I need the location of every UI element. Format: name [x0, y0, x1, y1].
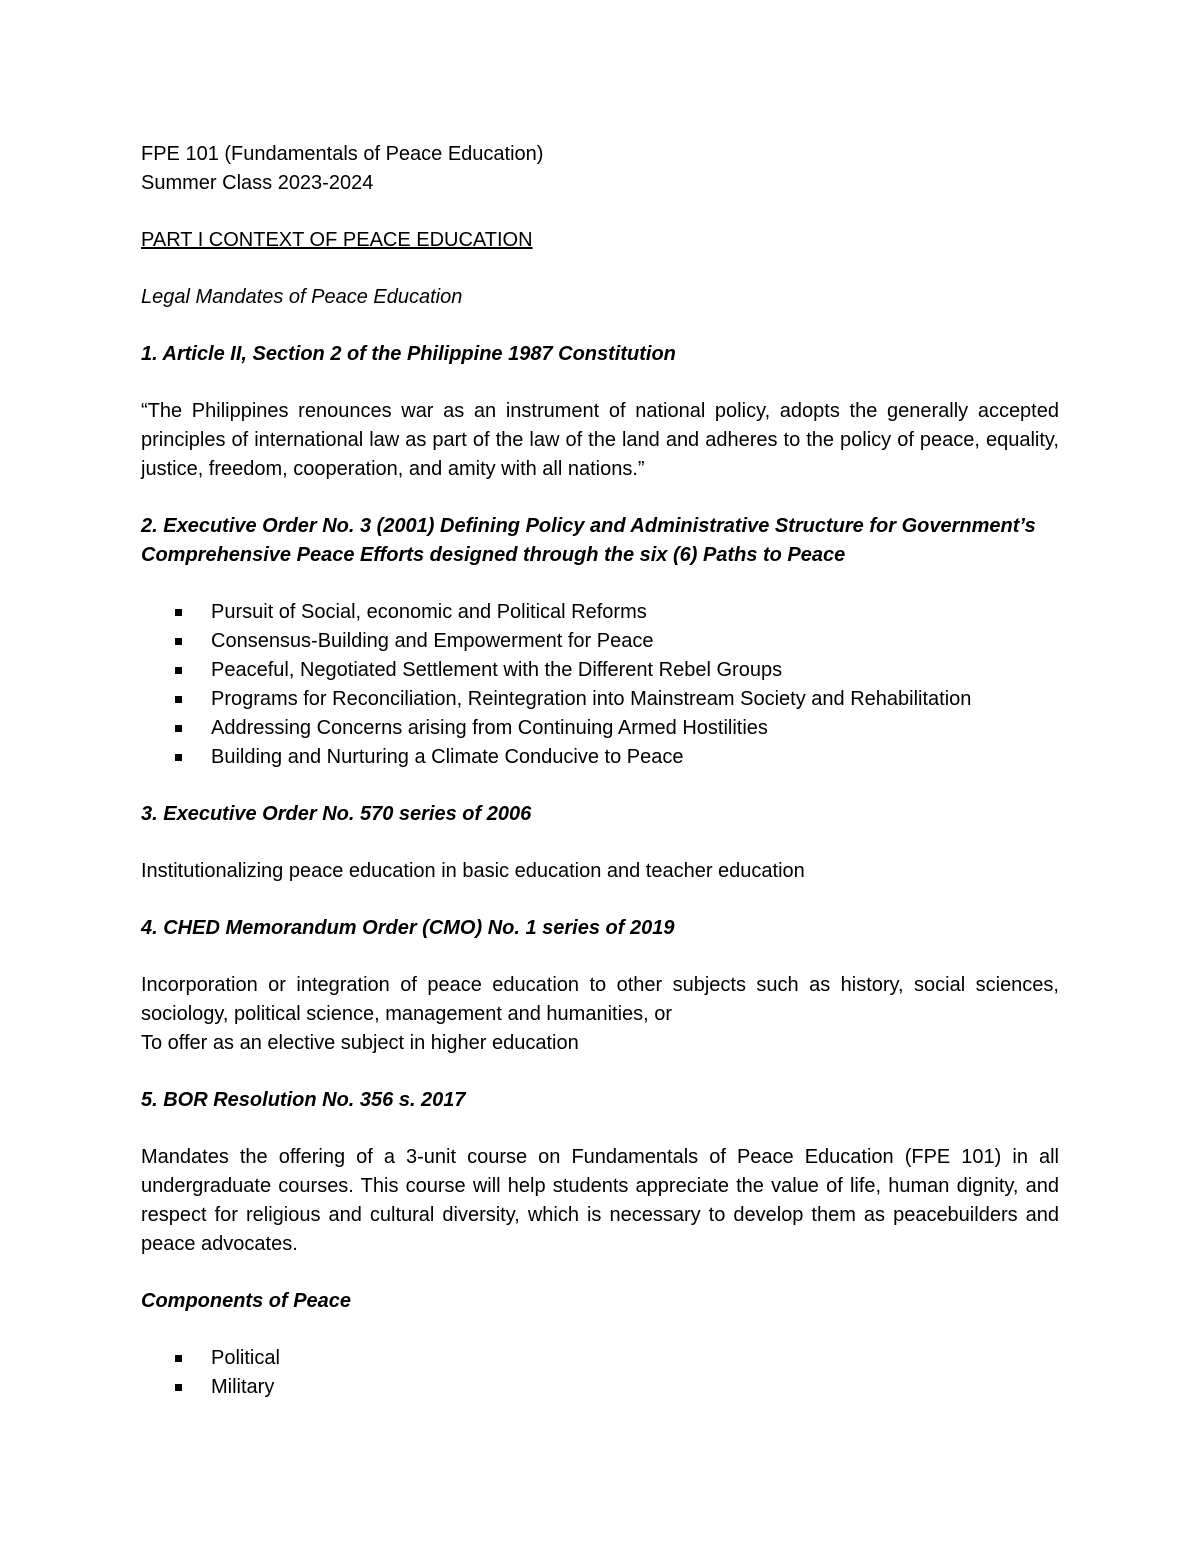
list-item-label: Programs for Reconciliation, Reintegration into Mainstream Society and Rehabilitation	[211, 688, 972, 710]
list-item	[141, 1344, 1059, 1373]
mandate-5-body: Mandates the offering of a 3-unit course on Fundamentals of Peace Education (FPE 101) in all undergraduate courses. This course will help students appreciate the value of life, human dignity, and respect for religious and cultural diversity, which is necessary to develop them as peacebuilders and peace advocates.	[141, 1146, 1059, 1255]
list-item-label: Pursuit of Social, economic and Political Reforms	[211, 601, 647, 623]
legal-mandates-heading: Legal Mandates of Peace Education	[141, 286, 463, 308]
mandate-5-heading: 5. BOR Resolution No. 356 s. 2017	[141, 1089, 466, 1111]
mandate-3-heading: 3. Executive Order No. 570 series of 2006	[141, 803, 532, 825]
square-bullet-icon	[175, 667, 182, 674]
list-item	[141, 627, 1059, 656]
square-bullet-icon	[175, 696, 182, 703]
mandate-4-heading: 4. CHED Memorandum Order (CMO) No. 1 series of 2019	[141, 917, 675, 939]
square-bullet-icon	[175, 725, 182, 732]
mandate-4-body-continued: To offer as an elective subject in higher education	[141, 1032, 579, 1054]
mandate-1-heading: 1. Article II, Section 2 of the Philippine 1987 Constitution	[141, 343, 676, 365]
components-list	[141, 1344, 1059, 1402]
list-item	[141, 743, 1059, 772]
square-bullet-icon	[175, 754, 182, 761]
paths-to-peace-list	[141, 598, 1059, 772]
list-item-label: Addressing Concerns arising from Continuing Armed Hostilities	[211, 717, 768, 739]
list-item	[141, 685, 1059, 714]
list-item-label: Political	[211, 1347, 280, 1369]
mandate-4-body: Incorporation or integration of peace education to other subjects such as history, social sciences, sociology, political science, management and humanities, or	[141, 974, 1059, 1025]
course-term: Summer Class 2023-2024	[141, 172, 374, 194]
square-bullet-icon	[175, 1384, 182, 1391]
list-item-label: Military	[211, 1376, 275, 1398]
components-heading: Components of Peace	[141, 1290, 352, 1312]
list-item-label: Consensus-Building and Empowerment for Peace	[211, 630, 654, 652]
square-bullet-icon	[175, 638, 182, 645]
mandate-3-body: Institutionalizing peace education in basic education and teacher education	[141, 860, 805, 882]
list-item-label: Building and Nurturing a Climate Conducive to Peace	[211, 746, 684, 768]
mandate-1-body: “The Philippines renounces war as an instrument of national policy, adopts the generally accepted principles of international law as part of the law of the land and adheres to the policy of peace, equality, justice, freedom, cooperation, and amity with all nations.”	[141, 400, 1059, 480]
list-item	[141, 598, 1059, 627]
square-bullet-icon	[175, 609, 182, 616]
list-item	[141, 1373, 1059, 1402]
document-page	[141, 140, 1059, 1402]
course-title: FPE 101 (Fundamentals of Peace Education)	[141, 143, 544, 165]
part-title: PART I CONTEXT OF PEACE EDUCATION	[141, 229, 533, 251]
mandate-2-heading: 2. Executive Order No. 3 (2001) Defining Policy and Administrative Structure for Government’s Comprehensive Peace Efforts designed through the six (6) Paths to Peace	[141, 515, 1036, 566]
list-item	[141, 714, 1059, 743]
list-item-label: Peaceful, Negotiated Settlement with the Different Rebel Groups	[211, 659, 783, 681]
square-bullet-icon	[175, 1355, 182, 1362]
list-item	[141, 656, 1059, 685]
